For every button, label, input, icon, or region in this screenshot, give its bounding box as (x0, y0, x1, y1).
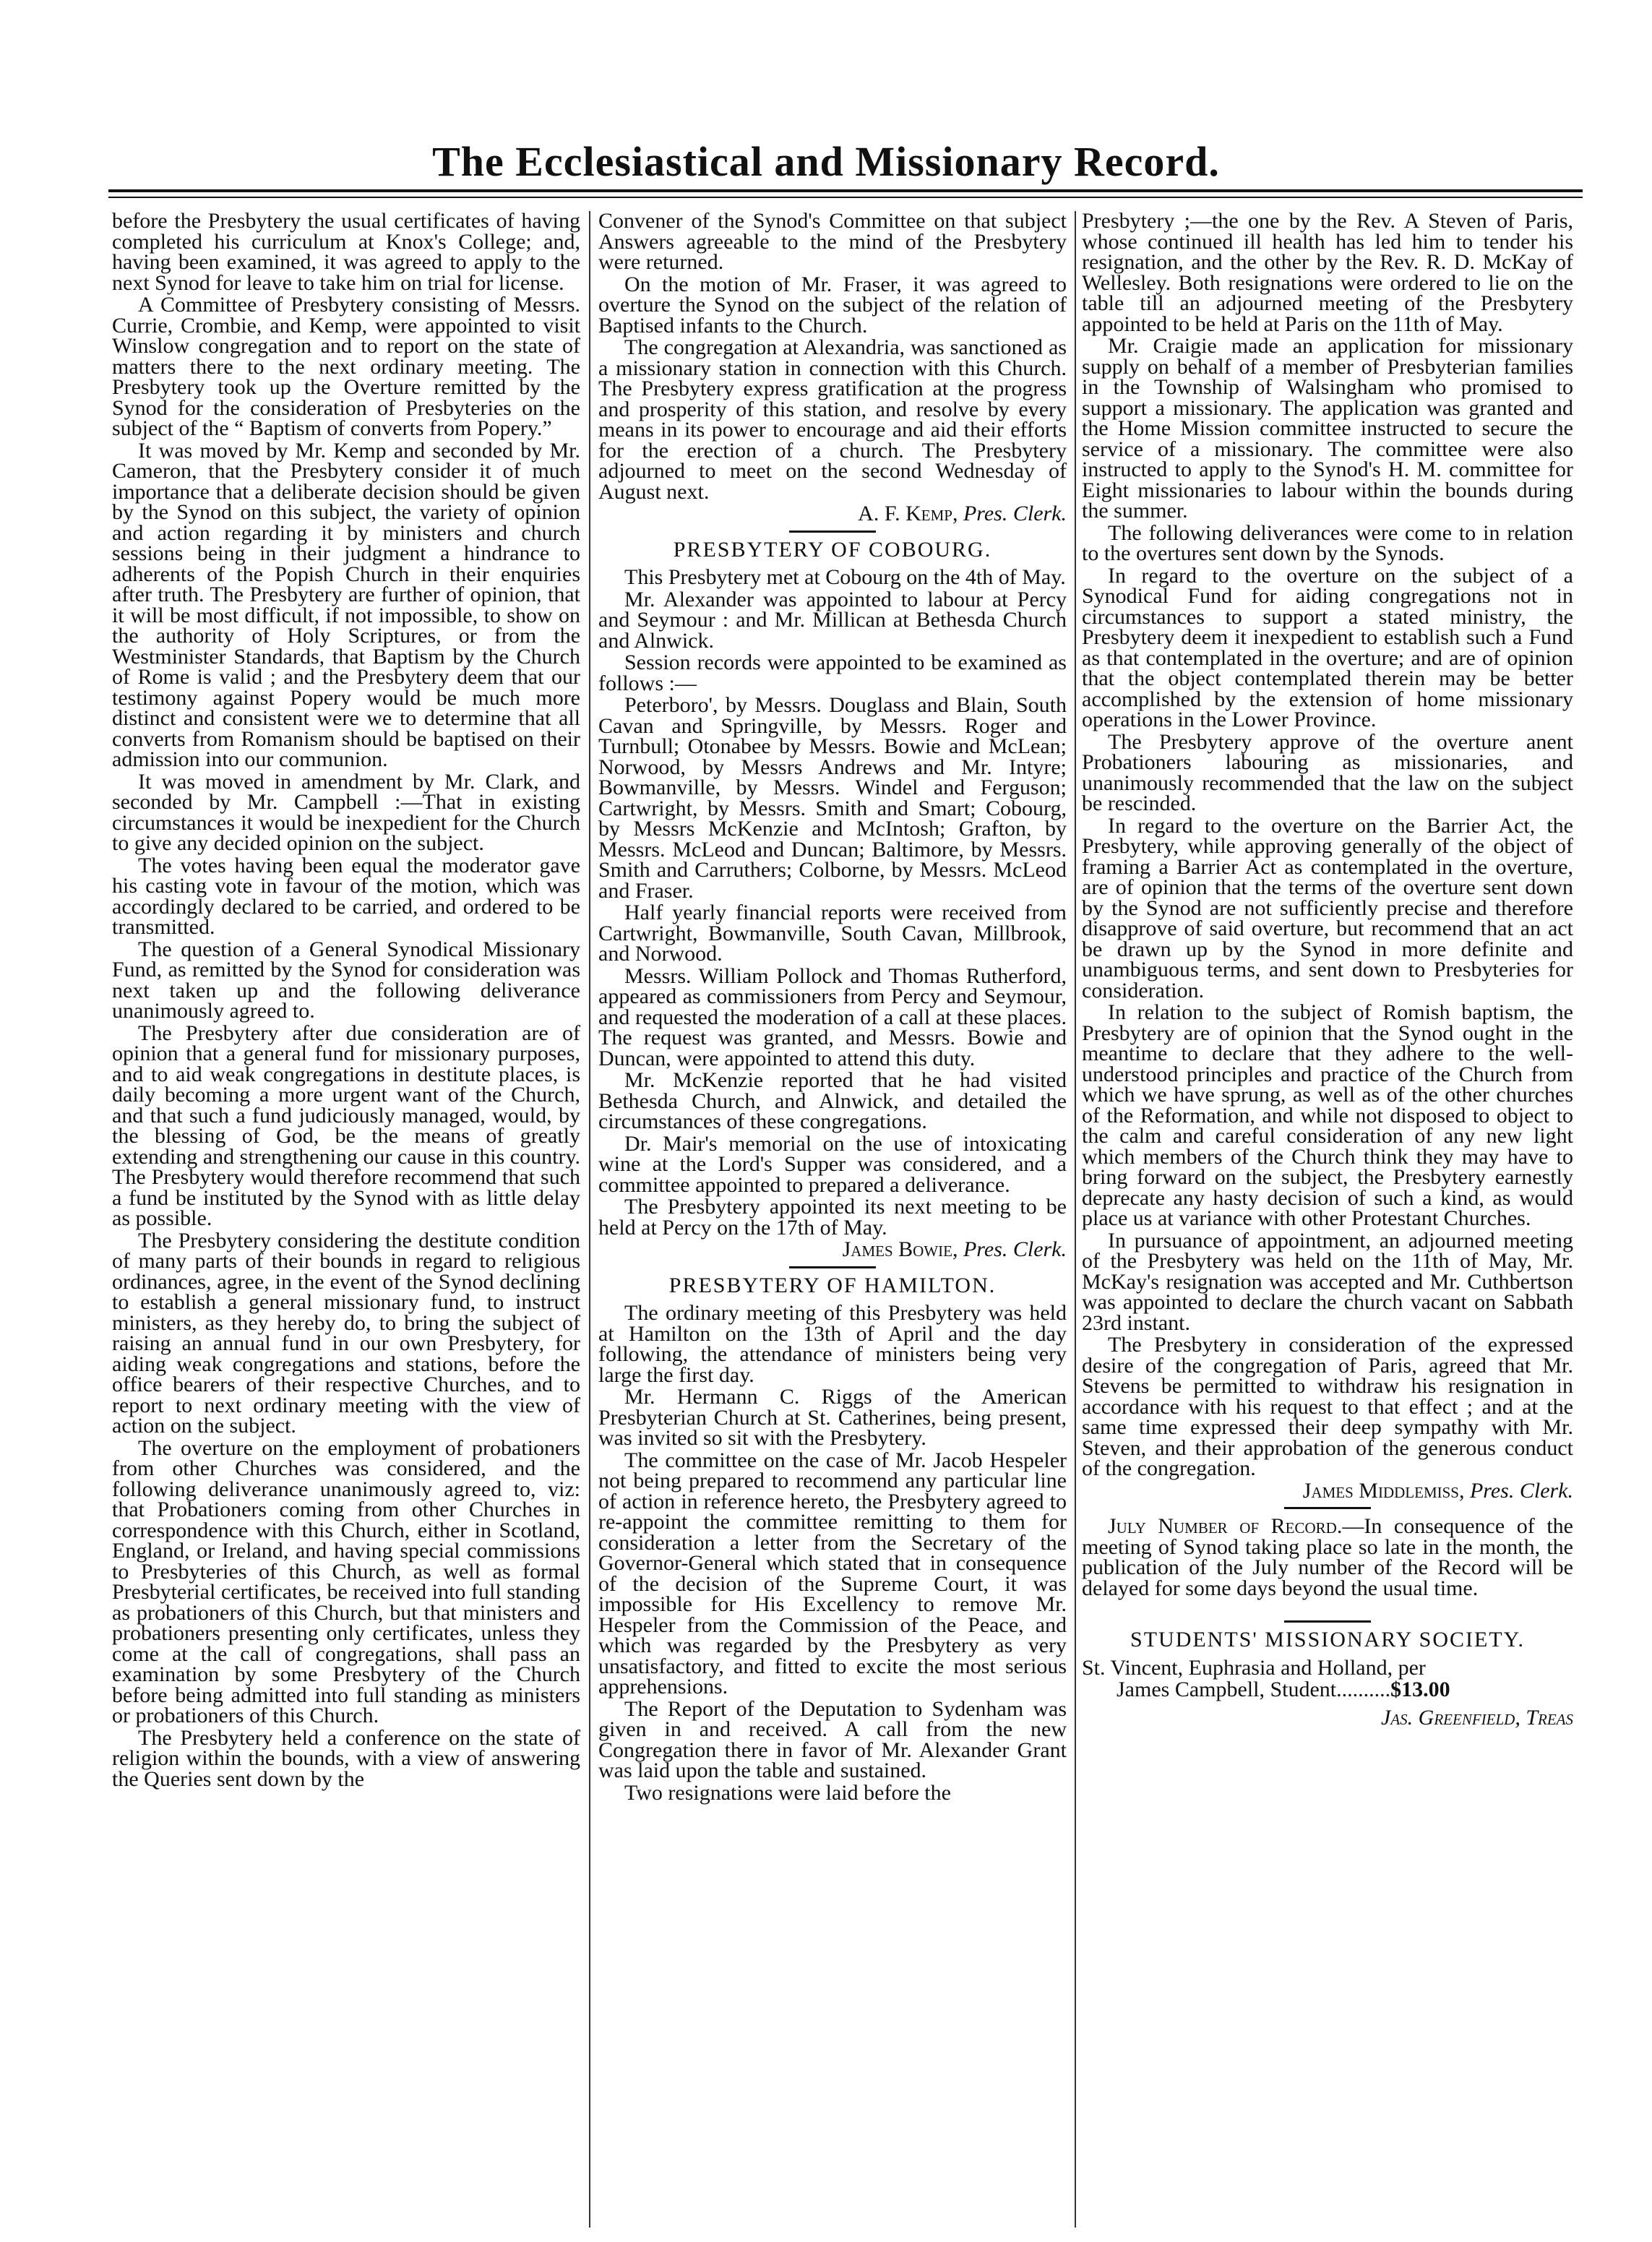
signature-bowie (598, 1237, 1067, 1261)
section-separator (1284, 1620, 1371, 1623)
paragraph: The committee on the case of Mr. Jacob Hespeler not being prepared to recommend any particular line of action in reference hereto, the Presbytery agreed to re-appoint the committee remitting to them for consideration a letter from the Secretary of the Governor-General which stated that in consequence of the decision of the Supreme Court, it was impossible for His Excellency to remove Mr. Hespeler from the Commission of the Peace, and which was regarded by the Presbytery as very unsatisfactory, and fitted to excite the most serious apprehensions. (598, 1448, 1067, 1698)
section-heading-hamilton: PRESBYTERY OF HAMILTON. (668, 1273, 997, 1297)
clerk-title: Pres. Clerk. (963, 1237, 1067, 1261)
paragraph: Dr. Mair's memorial on the use of intoxicating wine at the Lord's Supper was considered, and a committee appointed to prepared a deliverance. (598, 1131, 1067, 1197)
paragraph: Convener of the Synod's Committee on that subject Answers agreeable to the mind of the Presbytery were returned. (598, 211, 1067, 274)
masthead-rule-thin (108, 197, 1583, 198)
paragraph: before the Presbytery the usual certificates of having completed his curriculum at Knox's College; and, having been examined, it was agreed to apply to the next Synod for leave to take him on trial for license. (112, 211, 580, 295)
column-divider (589, 211, 590, 2228)
paragraph: The Presbytery held a conference on the state of religion within the bounds, with a view of answering the Queries sent down by the (112, 1725, 580, 1791)
paragraph: Peterboro', by Messrs. Douglass and Blain, South Cavan and Springville, by Messrs. Roger and Turnbull; Otonabee by Messrs. Bowie and McLean; Norwood, by Messrs Andrews and Mr. Intyre; Bowmanville, by Messrs. Windel and Ferguson; Cartwright, by Messrs. Smith and Smart; Cobourg, by Messrs McKenzie and McIntosh; Grafton, by Messrs. McLeod and Duncan; Baltimore, by Messrs. Smith and Carruthers; Colborne, by Messrs. McLeod and Fraser. (598, 693, 1067, 903)
paragraph: The Presbytery considering the destitute condition of many parts of their bounds in regard to religious ordinances, agree, in the event of the Synod declining to establish a general missionary fund, to instruct ministers, as they hereby do, to bring the subject of raising an annual fund in our own Presbytery, for aiding weak congregations and stations, before the office bearers of their respective Churches, and to report to next ordinary meeting with the view of action on the subject. (112, 1228, 580, 1438)
paragraph: It was moved by Mr. Kemp and seconded by Mr. Cameron, that the Presbytery consider it of much importance that a deliberate decision should be given by the Synod on this subject, the variety of opinion and action regarding it by ministers and church sessions being in their judgment a hindrance to adherents of the Popish Church in their enquiries after truth. The Presbytery are further of opinion, that it will be most difficult, if not impossible, to show on the authority of Holy Scriptures, or from the Westminister Standards, that Baptism by the Church of Rome is valid ; and the Presbytery deem that our testimony against Popery would be much more distinct and consistent were we to determine that all converts from Romanism should be baptised on their admission into our communion. (112, 438, 580, 771)
paragraph: The Presbytery appointed its next meeting to be held at Percy on the 17th of May. (598, 1195, 1067, 1240)
paragraph: In regard to the overture on the Barrier Act, the Presbytery, while approving generally of the object of framing a Barrier Act as contemplated in the overture, are of opinion that the terms of the overture sent down by the Synod are not sufficiently precise and therefore disapprove of said overture, but recommend that an act be drawn up by the Synod in more definite and unambiguous terms, and sent down to Presbyteries for consideration. (1082, 813, 1573, 1002)
clerk-title: Pres. Clerk. (1469, 1478, 1573, 1503)
notice-body: —In consequence of the meeting of Synod taking place so late in the month, the publication of the July number of the Record will be delayed for some days beyond the usual time. (1082, 1514, 1573, 1600)
treasurer-name: Jas. Greenfield, Treas (1381, 1705, 1573, 1730)
column-divider (1075, 211, 1076, 2228)
clerk-name: James Bowie, (842, 1237, 958, 1261)
masthead-rule (108, 189, 1583, 192)
paragraph: Half yearly financial reports were received from Cartwright, Bowmanville, South Cavan, Millbrook, and Norwood. (598, 901, 1067, 966)
paragraph: Messrs. William Pollock and Thomas Rutherford, appeared as commissioners from Percy and Seymour, and requested the moderation of a call at these places. The request was granted, and Messrs. Bowie and Duncan, were appointed to attend this duty. (598, 963, 1067, 1070)
paragraph: The Presbytery approve of the overture anent Probationers labouring as missionaries, and unanimously recommended that the law on the subject be rescinded. (1082, 729, 1573, 815)
paragraph: The Presbytery in consideration of the expressed desire of the congregation of Paris, agreed that Mr. Stevens be permitted to withdraw his resignation in accordance with his request to that effect ; and at the same time expressed their deep sympathy with Mr. Steven, and their approbation of the generous conduct of the congregation. (1082, 1333, 1573, 1480)
signature-middlemiss (1082, 1478, 1573, 1503)
signature-kemp (598, 504, 1067, 525)
paragraph: The Report of the Deputation to Sydenham was given in and received. A call from the new Congregation there in favor of Mr. Alexander Grant was laid upon the table and sustained. (598, 1696, 1067, 1782)
column-1 (112, 211, 580, 2220)
column-2 (598, 211, 1067, 2220)
paragraph: Session records were appointed to be examined as follows :— (598, 650, 1067, 695)
paragraph: This Presbytery met at Cobourg on the 4th of May. (624, 565, 1066, 589)
paragraph: In relation to the subject of Romish baptism, the Presbytery are of opinion that the Synod ought in the meantime to declare that they adhere to the well-understood principles and practice of the Church from which we have sprung, as well as of the other churches of the Reformation, and while not disposed to object to the calm and careful consideration of any new light which members of the Church think they may have to bring forward on the subject, the Presbytery earnestly deprecate any hasty decision of such a kind, as would place us at variance with other Protestant Churches. (1082, 1000, 1573, 1230)
paragraph: Presbytery ;—the one by the Rev. A Steven of Paris, whose continued ill health has led him to tender his resignation, and the other by the Rev. R. D. McKay of Wellesley. Both resignations were ordered to lie on the table till an adjourned meeting of the Presbytery appointed to be held at Paris on the 11th of May. (1082, 211, 1573, 336)
paragraph: In regard to the overture on the subject of a Synodical Fund for aiding congregations not in circumstances to support a stated ministry, the Presbytery deem it inexpedient to establish such a Fund as that contemplated in the overture; and are of opinion that the object contemplated therein may be better accomplished by the extension of home missionary operations in the Lower Province. (1082, 563, 1573, 731)
paragraph: Mr. Alexander was appointed to labour at Percy and Seymour : and Mr. Millican at Bethesda Church and Alnwick. (598, 587, 1067, 653)
section-heading-cobourg: PRESBYTERY OF COBOURG. (673, 537, 992, 562)
paragraph: It was moved in amendment by Mr. Clark, and seconded by Mr. Campbell :—That in existing circumstances it would be inexpedient for the Church to give any decided opinion on the subject. (112, 769, 580, 855)
paragraph: On the motion of Mr. Fraser, it was agreed to overture the Synod on the subject of the relation of Baptised infants to the Church. (598, 272, 1067, 338)
paragraph: Two resignations were laid before the (624, 1780, 951, 1805)
donation-line: St. Vincent, Euphrasia and Holland, per (1082, 1655, 1426, 1680)
paragraph: Mr. Hermann C. Riggs of the American Presbyterian Church at St. Catherines, being present, was invited so sit with the Presbytery. (598, 1385, 1067, 1450)
notice-july (1082, 1516, 1573, 1599)
section-separator (1284, 1507, 1371, 1509)
column-3 (1082, 211, 1573, 2220)
clerk-name: A. F. Kemp, (858, 502, 958, 525)
paragraph: The following deliverances were come to in relation to the overtures sent down by the Synods. (1082, 520, 1573, 565)
paragraph: The congregation at Alexandria, was sanctioned as a missionary station in connection with this Church. The Presbytery express gratification at the progress and prosperity of this station, and resolve by every means in its power to encourage and aid their efforts for the erection of a church. The Presbytery adjourned to meet on the second Wednesday of August next. (598, 335, 1067, 504)
paragraph: The ordinary meeting of this Presbytery was held at Hamilton on the 13th of April and the day following, the attendance of ministers being very large the first day. (598, 1301, 1067, 1387)
paragraph: Mr. McKenzie reported that he had visited Bethesda Church, and Alnwick, and detailed the circumstances of these congregations. (598, 1068, 1067, 1133)
paragraph: The question of a General Synodical Missionary Fund, as remitted by the Synod for consideration was next taken up and the following deliverance unanimously agreed to. (112, 937, 580, 1023)
paragraph: The overture on the employment of probationers from other Churches was considered, and the following deliverance unanimously agreed to, viz: that Probationers coming from other Churches in correspondence with this Church, either in Scotland, England, or Ireland, and having special commissions to Presbyteries of this Church, as well as formal Presbyterial certificates, be received into full standing as probationers of this Church, but that ministers and probationers presenting only certificates, unless they come at the call of congregations, shall pass an examination by some Presbytery of the Church before being admitted into full standing as ministers or probationers of this Church. (112, 1435, 580, 1727)
notice-lead: July Number of Record. (1108, 1514, 1343, 1538)
donation-line (1082, 1680, 1573, 1701)
paragraph: Mr. Craigie made an application for missionary supply on behalf of a member of Presbyterian families in the Township of Walsingham who promised to support a missionary. The application was granted and the Home Mission committee instructed to secure the service of a missionary. The committee were also instructed to apply to the Synod's H. M. committee for Eight missionaries to labour within the bounds during the summer. (1082, 334, 1573, 523)
paragraph: The Presbytery after due consideration are of opinion that a general fund for missionary purposes, and to aid weak congregations in destitute places, is daily becoming a more urgent want of the Church, and that such a fund judiciously managed, would, by the blessing of God, be the means of greatly extending and strengthening our cause in this country. The Presbytery would therefore recommend that such a fund be instituted by the Synod with as little delay as possible. (112, 1021, 580, 1230)
section-separator (789, 1266, 876, 1268)
masthead-title: The Ecclesiastical and Missionary Record. (432, 138, 1220, 185)
clerk-title: Pres. Clerk. (963, 502, 1067, 525)
donation-amount: $13.00 (1390, 1678, 1450, 1701)
paragraph: The votes having been equal the moderator gave his casting vote in favour of the motion, which was accordingly declared to be carried, and ordered to be transmitted. (112, 853, 580, 939)
donor-name: James Campbell, Student.......... (1117, 1678, 1391, 1701)
treasurer-signature (1082, 1705, 1573, 1730)
paragraph: A Committee of Presbytery consisting of Messrs. Currie, Crombie, and Kemp, were appointed to visit Winslow congregation and to report on the state of matters there to the next ordinary meeting. The Presbytery took up the Overture remitted by the Synod for the consideration of Presbyteries on the subject of the “ Baptism of converts from Popery.” (112, 293, 580, 440)
section-heading-students: STUDENTS' MISSIONARY SOCIETY. (1130, 1628, 1525, 1652)
paragraph: In pursuance of appointment, an adjourned meeting of the Presbytery was held on the 11th of May, Mr. McKay's resignation was accepted and Mr. Cuthbertson was appointed to declare the church vacant on Sabbath 23rd instant. (1082, 1228, 1573, 1335)
section-separator (789, 531, 876, 533)
clerk-name: James Middlemiss, (1302, 1478, 1465, 1503)
